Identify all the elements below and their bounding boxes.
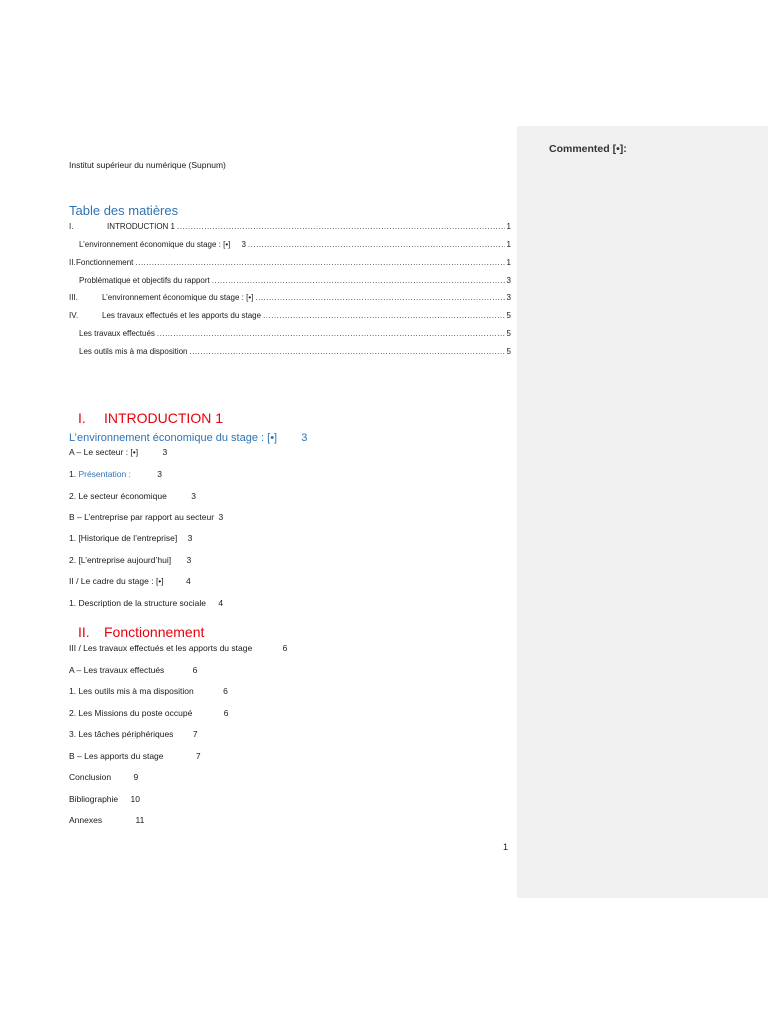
body-line [69, 751, 201, 761]
body-line [69, 555, 191, 565]
line-page: 6 [282, 643, 288, 653]
heading-page: 3 [301, 432, 308, 444]
heading-text: INTRODUCTION 1 [104, 410, 223, 426]
line-page: 3 [186, 555, 192, 565]
line-page: 3 [218, 512, 224, 522]
line-page: 9 [133, 772, 139, 782]
toc-entry[interactable] [69, 311, 511, 323]
body-line [69, 686, 228, 696]
body-line [69, 794, 140, 804]
body-line [69, 469, 162, 479]
toc-entry[interactable] [69, 258, 511, 270]
line-page: 7 [192, 729, 198, 739]
toc-entry[interactable] [79, 240, 511, 252]
line-page: 3 [187, 533, 193, 543]
toc-entry-page: 1 [506, 258, 511, 267]
body-line [69, 598, 223, 608]
toc-entry-page: 5 [506, 347, 511, 356]
line-text: Conclusion [69, 772, 112, 782]
line-text: Annexes [69, 815, 103, 825]
line-page: 10 [130, 794, 140, 804]
body-line [69, 447, 167, 457]
heading-environnement [69, 432, 307, 444]
toc-entry-page: 5 [506, 311, 511, 320]
toc-entry-text: Problématique et objectifs du rapport [79, 276, 210, 285]
toc-leader-dots [157, 329, 505, 338]
line-prefix: 1. [69, 469, 79, 479]
body-line [69, 665, 197, 675]
toc-entry-text: Les travaux effectués [79, 329, 155, 338]
body-line [69, 815, 144, 825]
body-line [69, 729, 198, 739]
heading-text: Fonctionnement [104, 624, 205, 640]
toc-leader-dots [135, 258, 504, 267]
line-page: 6 [223, 686, 228, 696]
toc-entry-page: 5 [506, 329, 511, 338]
toc-entry-page: 3 [506, 276, 511, 285]
toc-leader-dots [212, 276, 505, 285]
toc-leader-dots [255, 293, 504, 302]
line-text: 2. [L’entreprise aujourd’hui] [69, 555, 172, 565]
comment-header[interactable]: Commented [•]: [549, 143, 627, 155]
line-text: 2. Les Missions du poste occupé [69, 708, 193, 718]
toc-leader-dots [190, 347, 505, 356]
line-page: 7 [195, 751, 201, 761]
toc-leader-dots [263, 311, 504, 320]
toc-entry-text: L’environnement économique du stage : [•] 3 [79, 240, 246, 249]
heading-text: L’environnement économique du stage : [•] [69, 432, 278, 444]
body-line [69, 772, 138, 782]
body-line [69, 491, 196, 501]
line-page: 4 [218, 598, 224, 608]
toc-leader-dots [177, 222, 505, 231]
line-page: 3 [191, 491, 196, 501]
toc-entry-text: INTRODUCTION 1 [107, 222, 175, 231]
toc-entry-text: Fonctionnement [76, 258, 134, 267]
heading-number: II. [78, 624, 90, 640]
toc-entry-text: Les outils mis à ma disposition [79, 347, 188, 356]
line-text: 2. Le secteur économique [69, 491, 167, 501]
line-text: 1. [Historique de l’entreprise] [69, 533, 178, 543]
toc-entry-text: L’environnement économique du stage : [•] [102, 293, 254, 302]
line-page: 3 [157, 469, 163, 479]
heading-number: I. [78, 410, 86, 426]
page-number: 1 [503, 842, 509, 852]
line-page: 3 [162, 447, 168, 457]
line-text: II / Le cadre du stage : [•] [69, 576, 164, 586]
body-line [69, 533, 192, 543]
body-line [69, 643, 287, 653]
toc-entry[interactable] [79, 276, 511, 288]
line-text: 3. Les tâches périphériques [69, 729, 174, 739]
line-text: 1. Les outils mis à ma disposition [69, 686, 194, 696]
toc-entry-number: III. [69, 293, 78, 302]
line-text: Présentation : [78, 469, 131, 479]
line-text: A – Les travaux effectués [69, 665, 165, 675]
heading-fonctionnement [78, 624, 204, 640]
line-text: III / Les travaux effectués et les apports du stage [69, 643, 253, 653]
comment-pane [517, 126, 768, 898]
toc-entry-number: IV. [69, 311, 79, 320]
line-text: Bibliographie [69, 794, 119, 804]
line-text: A – Le secteur : [•] [69, 447, 139, 457]
body-line [69, 512, 223, 522]
toc-entry[interactable] [79, 329, 511, 341]
toc-entry[interactable] [69, 222, 511, 234]
toc-entry-number: I. [69, 222, 74, 231]
toc-title: Table des matières [69, 203, 179, 218]
toc-entry-number: II. [69, 258, 76, 267]
toc-entry[interactable] [69, 293, 511, 305]
toc-entry-page: 3 [506, 293, 511, 302]
toc-entry-page: 1 [506, 240, 511, 249]
institute-name: Institut supérieur du numérique (Supnum) [69, 160, 226, 170]
toc-leader-dots [248, 240, 505, 249]
line-page: 4 [186, 576, 191, 586]
toc-entry[interactable] [79, 347, 511, 359]
line-text: 1. Description de la structure sociale [69, 598, 207, 608]
line-page: 6 [192, 665, 198, 675]
line-page: 6 [223, 708, 229, 718]
toc-entry-page: 1 [506, 222, 511, 231]
body-line [69, 576, 191, 586]
line-text: B – Les apports du stage [69, 751, 164, 761]
toc-entry-text: Les travaux effectués et les apports du stage [102, 311, 262, 320]
body-line [69, 708, 228, 718]
line-page: 11 [135, 815, 145, 825]
heading-introduction [78, 410, 223, 426]
line-text: B – L’entreprise par rapport au secteur [69, 512, 215, 522]
